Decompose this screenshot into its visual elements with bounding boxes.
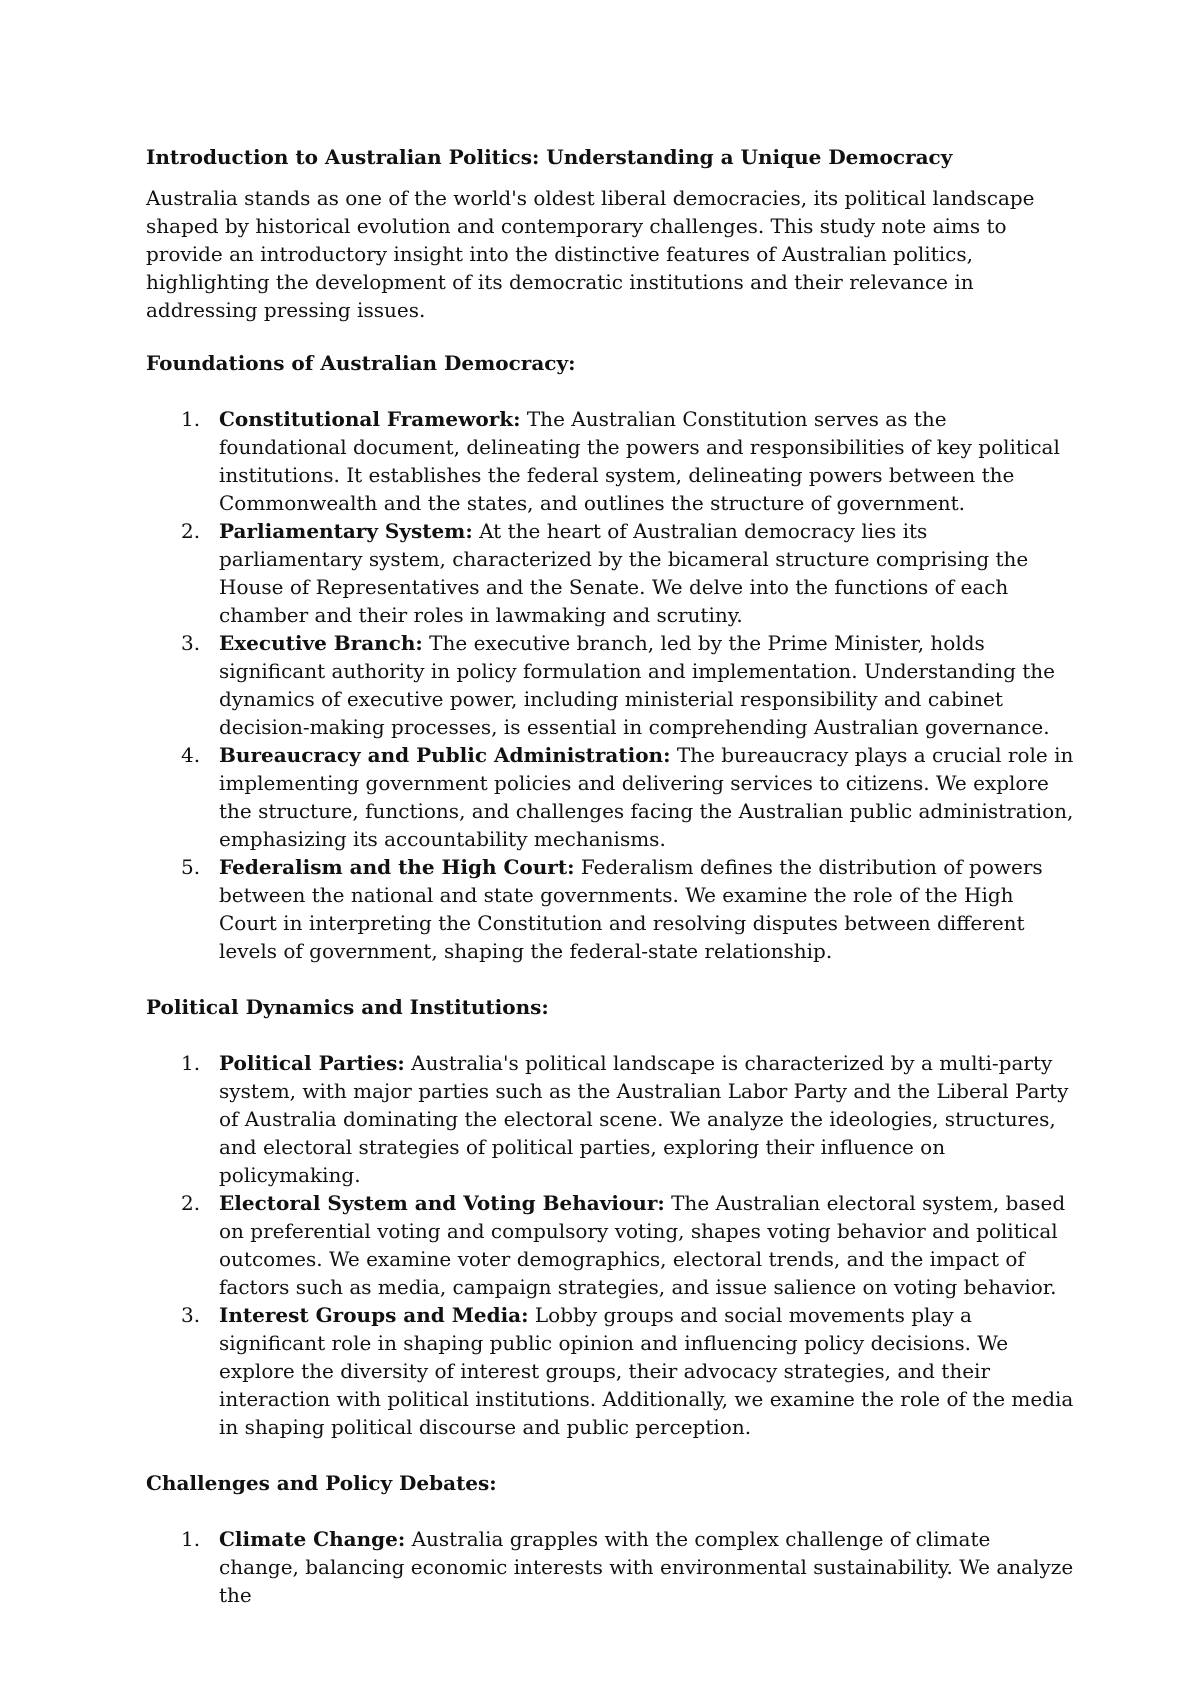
list-item bbox=[146, 405, 1076, 517]
item-text: Federalism defines the distribution of powers between the national and state governments. We examine the role of the High Court in interpreting the Constitution and resolving disputes between different levels of government, shaping the federal-state relationship. bbox=[219, 855, 1043, 963]
item-term: Climate Change: bbox=[219, 1527, 406, 1551]
item-term: Parliamentary System: bbox=[219, 519, 473, 543]
item-text: Australia's political landscape is characterized by a multi-party system, with major parties such as the Australian Labor Party and the Liberal Party of Australia dominating the electoral scene. We analyze the ideologies, structures, and electoral strategies of political parties, exploring their influence on policymaking. bbox=[219, 1051, 1069, 1187]
item-term: Electoral System and Voting Behaviour: bbox=[219, 1191, 665, 1215]
list-item bbox=[146, 1049, 1076, 1189]
document-page bbox=[146, 143, 1076, 1637]
list-number: 3. bbox=[181, 1303, 201, 1327]
section-heading-challenges: Challenges and Policy Debates: bbox=[146, 1471, 497, 1495]
section-heading-foundations: Foundations of Australian Democracy: bbox=[146, 351, 576, 375]
list-item bbox=[146, 1189, 1076, 1301]
item-text: The Australian electoral system, based on preferential voting and compulsory voting, shapes voting behavior and political outcomes. We examine voter demographics, electoral trends, and the impact of factors such as media, campaign strategies, and issue salience on voting behavior. bbox=[219, 1191, 1066, 1299]
item-text: The bureaucracy plays a crucial role in implementing government policies and delivering services to citizens. We explore the structure, functions, and challenges facing the Australian public administration, emphasizing its accountability mechanisms. bbox=[219, 743, 1074, 851]
list-item bbox=[146, 629, 1076, 741]
item-text: Australia grapples with the complex challenge of climate change, balancing economic interests with environmental sustainability. We analyze the bbox=[219, 1527, 1074, 1607]
item-term: Executive Branch: bbox=[219, 631, 423, 655]
dynamics-list bbox=[146, 1049, 1076, 1441]
list-item bbox=[146, 517, 1076, 629]
list-item bbox=[146, 853, 1076, 965]
item-term: Bureaucracy and Public Administration: bbox=[219, 743, 671, 767]
document-title: Introduction to Australian Politics: Understanding a Unique Democracy bbox=[146, 145, 953, 169]
item-term: Federalism and the High Court: bbox=[219, 855, 575, 879]
list-number: 4. bbox=[181, 743, 201, 767]
list-number: 2. bbox=[181, 519, 201, 543]
item-text: The executive branch, led by the Prime Minister, holds significant authority in policy formulation and implementation. Understanding the dynamics of executive power, including ministerial responsibility and cabinet decision-making processes, is essential in comprehending Australian governance. bbox=[219, 631, 1056, 739]
section-heading-dynamics: Political Dynamics and Institutions: bbox=[146, 995, 549, 1019]
list-item bbox=[146, 1525, 1076, 1609]
intro-paragraph: Australia stands as one of the world's oldest liberal democracies, its political landscape shaped by historical evolution and contemporary challenges. This study note aims to provide an introductory insight into the distinctive features of Australian politics, highlighting the development of its democratic institutions and their relevance in addressing pressing issues. bbox=[146, 186, 1035, 322]
item-term: Interest Groups and Media: bbox=[219, 1303, 529, 1327]
list-number: 5. bbox=[181, 855, 201, 879]
challenges-list bbox=[146, 1525, 1076, 1609]
item-text: At the heart of Australian democracy lies its parliamentary system, characterized by the bicameral structure comprising the House of Representatives and the Senate. We delve into the functions of each chamber and their roles in lawmaking and scrutiny. bbox=[219, 519, 1029, 627]
list-number: 2. bbox=[181, 1191, 201, 1215]
list-item bbox=[146, 741, 1076, 853]
list-number: 1. bbox=[181, 1051, 201, 1075]
item-term: Constitutional Framework: bbox=[219, 407, 521, 431]
item-text: The Australian Constitution serves as the foundational document, delineating the powers and responsibilities of key political institutions. It establishes the federal system, delineating powers between the Commonwealth and the states, and outlines the structure of government. bbox=[219, 407, 1060, 515]
item-term: Political Parties: bbox=[219, 1051, 405, 1075]
list-number: 1. bbox=[181, 1527, 201, 1551]
foundations-list bbox=[146, 405, 1076, 965]
list-number: 3. bbox=[181, 631, 201, 655]
item-text: Lobby groups and social movements play a significant role in shaping public opinion and influencing policy decisions. We explore the diversity of interest groups, their advocacy strategies, and their interaction with political institutions. Additionally, we examine the role of the media in shaping political discourse and public perception. bbox=[219, 1303, 1074, 1439]
list-number: 1. bbox=[181, 407, 201, 431]
list-item bbox=[146, 1301, 1076, 1441]
